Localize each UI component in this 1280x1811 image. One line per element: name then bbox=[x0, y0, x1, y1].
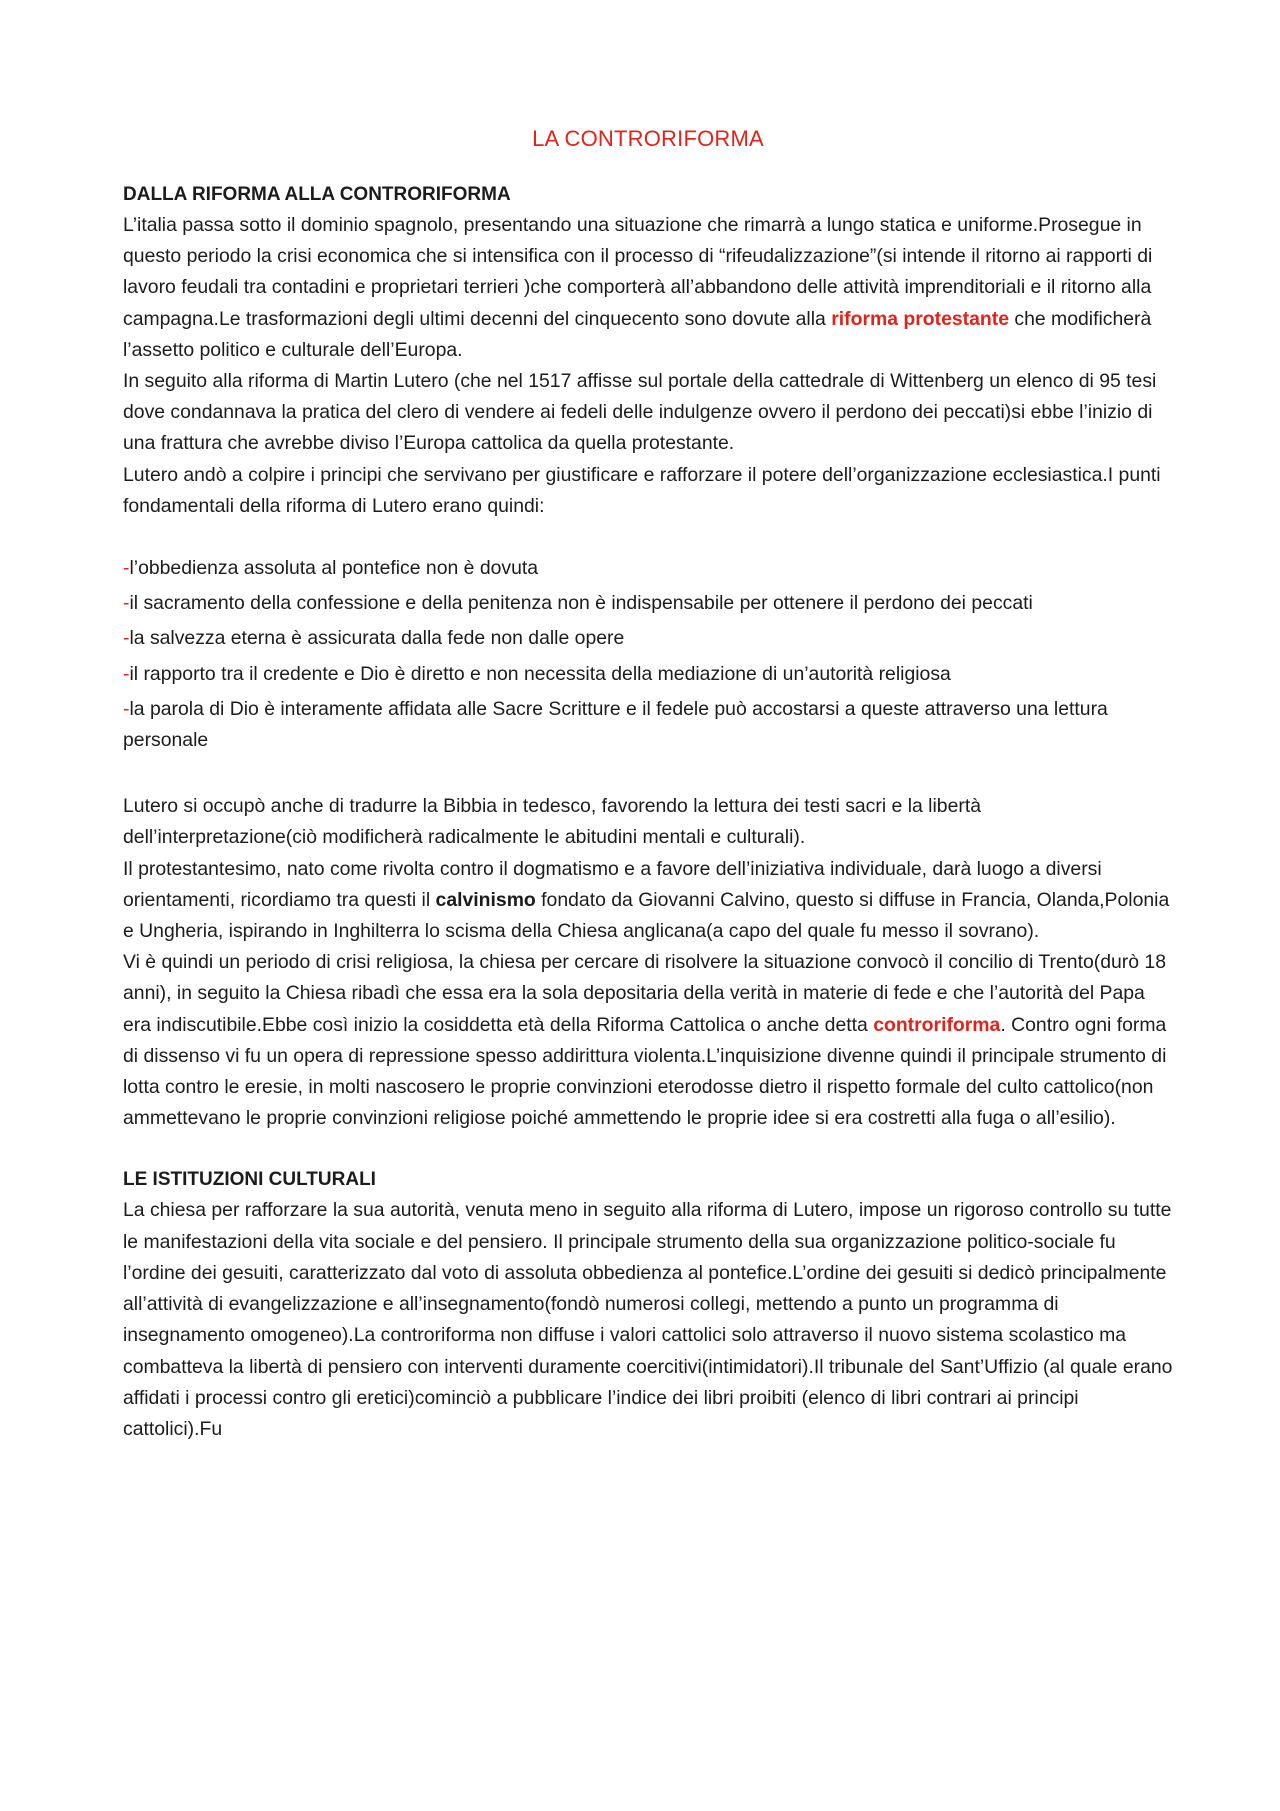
paragraph-istituzioni: La chiesa per rafforzare la sua autorità, venuta meno in seguito alla riforma di Lutero, impose un rigoroso controllo su tutte le manifestazioni della vita sociale e del pensiero. Il principale strumento della sua organizzazione politico-sociale fu l’ordine dei gesuiti, caratterizzato dal voto di assoluta obbedienza al pontefice.L’ordine dei gesuiti si dedicò principalmente all’attività di evangelizzazione e all’insegnamento(fondò numerosi collegi, mettendo a punto un programma di insegnamento omogeneo).La controriforma non diffuse i valori cattolici solo attraverso il nuovo sistema scolastico ma combatteva la libertà di pensiero con interventi duramente coercitivi(intimidatori).Il tribunale del Sant’Uffizio (al quale erano affidati i processi contro gli eretici)cominciò a pubblicare l’indice dei libri proibiti (elenco di libri contrari ai principi cattolici).Fu bbox=[123, 1199, 1173, 1440]
paragraph-protestantesimo bbox=[123, 854, 1173, 948]
list-item bbox=[123, 659, 1173, 690]
spacer bbox=[123, 522, 1173, 553]
list-item-text: l’obbedienza assoluta al pontefice non è dovuta bbox=[129, 557, 539, 580]
bullet-list bbox=[123, 553, 1173, 756]
list-item-text: la salvezza eterna è assicurata dalla fede non dalle opere bbox=[129, 627, 625, 650]
list-item-text: il rapporto tra il credente e Dio è diretto e non necessita della mediazione di un’autorità religiosa bbox=[129, 662, 951, 685]
list-item bbox=[123, 588, 1173, 619]
paragraph-protestantesimo-text-b: fondato da Giovanni Calvino, questo si diffuse in Francia, Olanda,Polonia e Ungheria, ispirando in Inghilterra lo scisma della Chiesa anglicana(a capo del quale fu messo il sovrano). bbox=[123, 888, 1170, 943]
list-item-text: la parola di Dio è interamente affidata alle Sacre Scritture e il fedele può accostarsi a queste attraverso una lettura personale bbox=[123, 697, 1108, 752]
paragraph-intro-text-b: che modificherà l’assetto politico e culturale dell’Europa. bbox=[123, 307, 1152, 361]
bullet-dash: - bbox=[123, 627, 130, 650]
bold-calvinismo: calvinismo bbox=[435, 888, 536, 911]
list-item-text: il sacramento della confessione e della penitenza non è indispensabile per ottenere il perdono dei peccati bbox=[129, 592, 1033, 615]
spacer bbox=[123, 760, 1173, 791]
bullet-dash: - bbox=[123, 697, 130, 720]
list-item bbox=[123, 623, 1173, 654]
paragraph-intro bbox=[123, 210, 1173, 366]
list-item bbox=[123, 694, 1173, 756]
paragraph-crisi-text-b: . Contro ogni forma di dissenso vi fu un opera di repressione spesso addirittura violenta.L’inquisizione divenne quindi il principale strumento di lotta contro le eresie, in molti nascosero le proprie convinzioni eterodosse dietro il rispetto formale del culto cattolico(non ammettevano le proprie convinzioni religiose poiché ammettendo le proprie idee si era costretti alla fuga o all’esilio). bbox=[123, 1013, 1167, 1130]
highlight-riforma-protestante: riforma protestante bbox=[831, 307, 1009, 330]
paragraph-crisi-text-a: Vi è quindi un periodo di crisi religiosa, la chiesa per cercare di risolvere la situazione convocò il concilio di Trento(durò 18 anni), in seguito la Chiesa ribadì che essa era la sola depositaria della verità in materie di fede e che l’autorità del Papa era indiscutibile.Ebbe così inizio la cosiddetta età della Riforma Cattolica o anche detta bbox=[123, 951, 1166, 1036]
section-heading-istituzioni: LE ISTITUZIONI CULTURALI bbox=[123, 1169, 376, 1191]
document-page bbox=[123, 124, 1173, 1445]
bullet-dash: - bbox=[123, 557, 130, 580]
paragraph-crisi-religiosa bbox=[123, 947, 1173, 1134]
document-title: LA CONTRORIFORMA bbox=[532, 126, 764, 151]
bullet-dash: - bbox=[123, 592, 130, 615]
paragraph-bibbia: Lutero si occupò anche di tradurre la Bibbia in tedesco, favorendo la lettura dei testi sacri e la libertà dell’interpretazione(ciò modificherà radicalmente le abitudini mentali e culturali). bbox=[123, 795, 981, 849]
list-item bbox=[123, 553, 1173, 584]
section-heading-riforma: DALLA RIFORMA ALLA CONTRORIFORMA bbox=[123, 184, 511, 205]
spacer bbox=[123, 1134, 1173, 1165]
bullet-dash: - bbox=[123, 662, 130, 685]
paragraph-intro-text-a: L’italia passa sotto il dominio spagnolo, presentando una situazione che rimarrà a lungo statica e uniforme.Prosegue in questo periodo la crisi economica che si intensifica con il processo di “rifeudalizzazione”(si intende il ritorno ai rapporti di lavoro feudali tra contadini e proprietari terrieri )che comporterà all’abbandono delle attività imprenditoriali e il ritorno alla campagna.Le trasformazioni degli ultimi decenni del cinquecento sono dovute alla bbox=[123, 214, 1153, 330]
paragraph-lutero: In seguito alla riforma di Martin Lutero (che nel 1517 affisse sul portale della cattedrale di Wittenberg un elenco di 95 tesi dove condannava la pratica del clero di vendere ai fedeli delle indulgenze ovvero il perdono dei peccati)si ebbe l’inizio di una frattura che avrebbe diviso l’Europa cattolica da quella protestante. bbox=[123, 370, 1157, 455]
paragraph-protestantesimo-text-a: Il protestantesimo, nato come rivolta contro il dogmatismo e a favore dell’iniziativa individuale, darà luogo a diversi orientamenti, ricordiamo tra questi il bbox=[123, 857, 1102, 911]
highlight-controriforma: controriforma bbox=[873, 1013, 1001, 1036]
paragraph-principi: Lutero andò a colpire i principi che servivano per giustificare e rafforzare il potere dell’organizzazione ecclesiastica.I punti fondamentali della riforma di Lutero erano quindi: bbox=[123, 463, 1161, 517]
